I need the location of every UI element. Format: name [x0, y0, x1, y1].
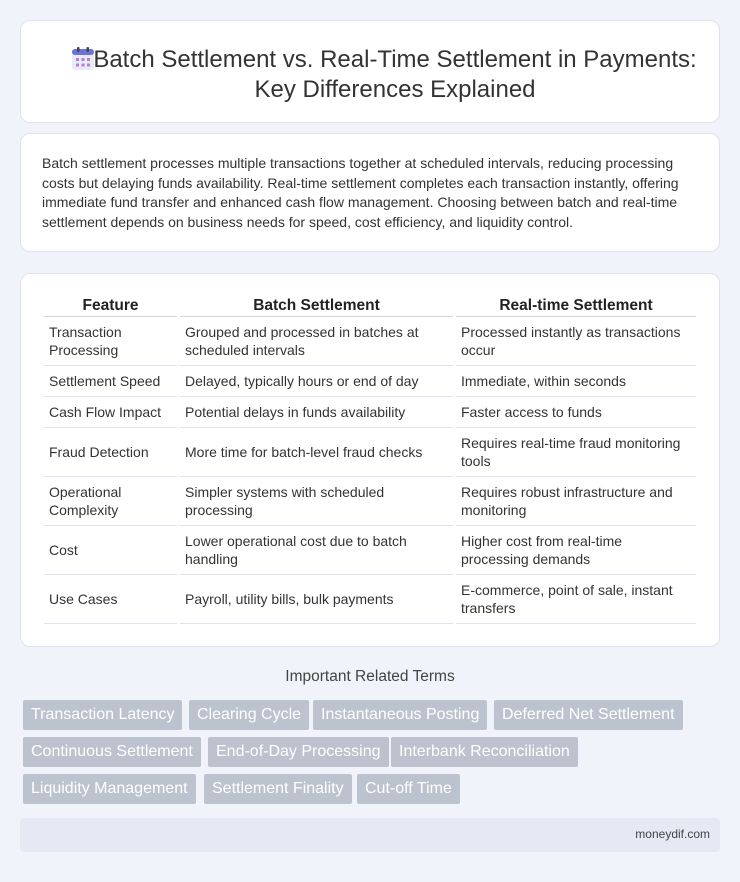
batch-cell: Simpler systems with scheduled processing — [180, 477, 453, 526]
site-name[interactable]: moneydif.com — [635, 827, 710, 841]
footer — [20, 818, 720, 852]
batch-cell: More time for batch-level fraud checks — [180, 428, 453, 477]
term-tag[interactable]: Continuous Settlement — [23, 737, 201, 767]
feature-cell: Use Cases — [44, 575, 177, 624]
feature-cell: Fraud Detection — [44, 428, 177, 477]
term-tag[interactable]: Interbank Reconciliation — [391, 737, 578, 767]
feature-cell: Cost — [44, 526, 177, 575]
term-tag[interactable]: Clearing Cycle — [189, 700, 309, 730]
realtime-cell: Requires robust infrastructure and monitoring — [456, 477, 696, 526]
summary-text: Batch settlement processes multiple transactions together at scheduled intervals, reducing processing costs but delaying funds availability. Real-time settlement completes each transaction instantly, offering immediate fund transfer and enhanced cash flow management. Choosing between batch and real-time settlement depends on business needs for speed, cost efficiency, and liquidity control. — [42, 155, 679, 230]
table-row — [44, 575, 696, 624]
feature-cell: Settlement Speed — [44, 366, 177, 397]
realtime-cell: Higher cost from real-time processing demands — [456, 526, 696, 575]
feature-cell: Transaction Processing — [44, 317, 177, 366]
table-row — [44, 428, 696, 477]
term-tag[interactable]: Instantaneous Posting — [313, 700, 487, 730]
term-tag[interactable]: End-of-Day Processing — [208, 737, 389, 767]
term-tag[interactable]: Transaction Latency — [23, 700, 182, 730]
table-row — [44, 366, 696, 397]
realtime-cell: Requires real-time fraud monitoring tools — [456, 428, 696, 477]
batch-cell: Lower operational cost due to batch handling — [180, 526, 453, 575]
related-terms-heading: Important Related Terms — [285, 668, 455, 685]
term-tag[interactable]: Liquidity Management — [23, 774, 196, 804]
page-title: Batch Settlement vs. Real-Time Settlement in Payments: Key Differences Explained — [93, 46, 697, 103]
table-row — [44, 397, 696, 428]
feature-cell: Cash Flow Impact — [44, 397, 177, 428]
batch-cell: Payroll, utility bills, bulk payments — [180, 575, 453, 624]
table-row — [44, 317, 696, 366]
table-header-row — [44, 295, 696, 317]
realtime-cell: Immediate, within seconds — [456, 366, 696, 397]
term-tag[interactable]: Cut-off Time — [357, 774, 460, 804]
column-header-realtime: Real-time Settlement — [456, 295, 696, 317]
column-header-batch: Batch Settlement — [180, 295, 453, 317]
batch-cell: Grouped and processed in batches at scheduled intervals — [180, 317, 453, 366]
table-row — [44, 526, 696, 575]
title-card — [20, 20, 720, 123]
realtime-cell: Faster access to funds — [456, 397, 696, 428]
summary-card — [20, 133, 720, 252]
comparison-table — [41, 295, 699, 624]
realtime-cell: Processed instantly as transactions occur — [456, 317, 696, 366]
batch-cell: Potential delays in funds availability — [180, 397, 453, 428]
term-tag[interactable]: Deferred Net Settlement — [494, 700, 683, 730]
column-header-feature: Feature — [44, 295, 177, 317]
batch-cell: Delayed, typically hours or end of day — [180, 366, 453, 397]
term-tag[interactable]: Settlement Finality — [204, 774, 352, 804]
realtime-cell: E-commerce, point of sale, instant transfers — [456, 575, 696, 624]
comparison-card — [20, 273, 720, 647]
table-row — [44, 477, 696, 526]
feature-cell: Operational Complexity — [44, 477, 177, 526]
